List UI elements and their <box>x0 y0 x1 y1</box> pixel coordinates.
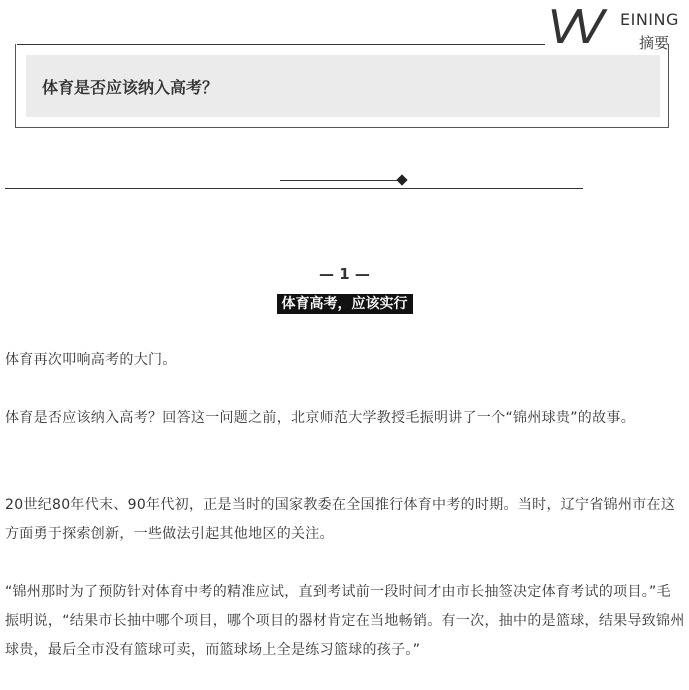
section-number: — 1 — <box>319 265 370 283</box>
paragraph: 体育是否应该纳入高考？回答这一问题之前，北京师范大学教授毛振明讲了一个“锦州球贵”的故事。 <box>5 410 636 426</box>
section-title: 体育高考，应该实行 <box>277 294 413 314</box>
brand-logo-mark: VV <box>548 0 599 54</box>
summary-box <box>15 44 669 128</box>
summary-title: 体育是否应该纳入高考？ <box>42 77 219 97</box>
paragraph: “锦州那时为了预防针对体育中考的精准应试，直到考试前一段时间才由市长抽签决定体育考试的项目。”毛振明说，“结果市长抽中哪个项目，哪个项目的器材肯定在当地畅销。有一次，抽中的是篮球，结果导致锦州球贵，最后全市没有篮球可卖，而篮球场上全是练习篮球的孩子。” <box>5 584 685 658</box>
divider-diamond-icon <box>396 174 407 185</box>
divider-accent-line <box>280 180 400 181</box>
divider-line <box>5 188 583 189</box>
section-title-wrap <box>0 293 689 314</box>
brand-subtitle: 摘要 <box>639 34 670 52</box>
paragraph: 20世纪80年代末、90年代初，正是当时的国家教委在全国推行体育中考的时期。当时，辽宁省锦州市在这方面勇于探索创新，一些做法引起其他地区的关注。 <box>5 497 676 542</box>
paragraph: 体育再次叩响高考的大门。 <box>5 352 177 368</box>
summary-panel <box>26 55 660 117</box>
brand-name: EINING <box>620 10 679 29</box>
